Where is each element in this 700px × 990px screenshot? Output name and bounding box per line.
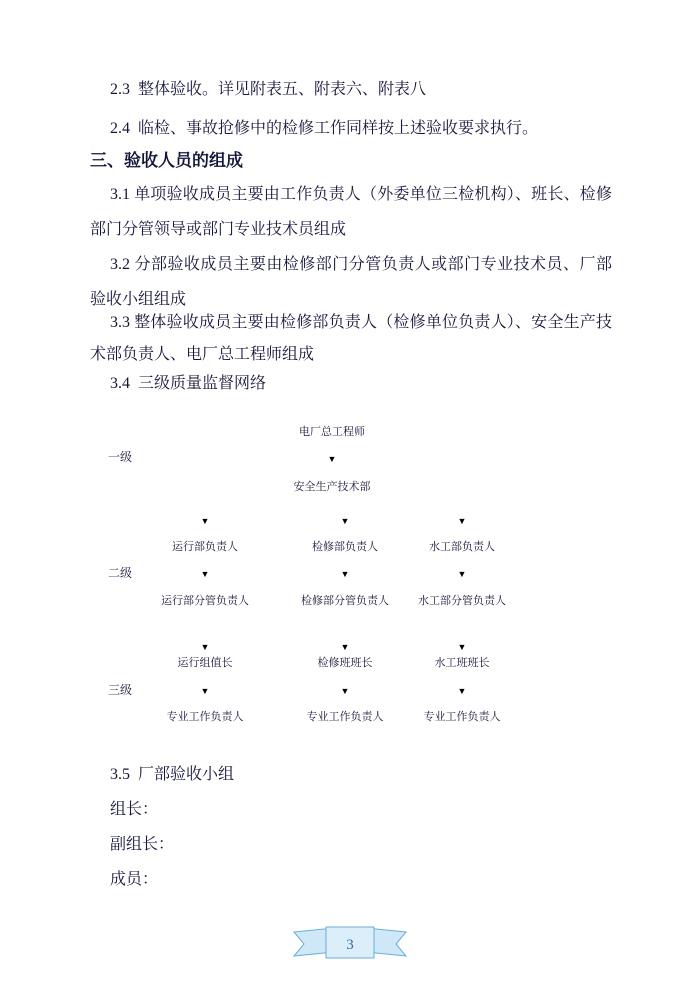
label-members: 成员： — [110, 871, 159, 888]
arrow-down-icon: ▼ — [200, 516, 210, 526]
arrow-down-icon: ▼ — [340, 686, 350, 696]
org-node: 水工部分管负责人 — [418, 595, 506, 607]
org-node: 检修部分管负责人 — [301, 595, 389, 607]
arrow-down-icon: ▼ — [457, 516, 467, 526]
org-node: 检修班班长 — [317, 657, 373, 669]
arrow-down-icon: ▼ — [200, 642, 210, 652]
label-deputy-leader: 副组长： — [110, 836, 175, 853]
page-number-ribbon — [290, 922, 410, 964]
paragraph-3-5: 3.5 厂部验收小组 — [110, 766, 235, 783]
arrow-down-icon: ▼ — [457, 569, 467, 579]
org-node: 专业工作负责人 — [166, 711, 244, 723]
level-label-2: 二级 — [108, 566, 133, 580]
org-node: 水工班班长 — [434, 657, 490, 669]
paragraph-3-3: 3.3 整体验收成员主要由检修部负责人（检修单位负责人）、安全生产技术部负责人、电厂总工程师组成 — [90, 314, 612, 363]
arrow-down-icon: ▼ — [457, 642, 467, 652]
org-node-chief-engineer: 电厂总工程师 — [299, 426, 365, 438]
label-leader: 组长： — [110, 801, 159, 818]
arrow-down-icon: ▼ — [340, 642, 350, 652]
arrow-down-icon: ▼ — [327, 454, 337, 464]
page-number: 3 — [346, 937, 354, 953]
org-node: 水工部负责人 — [429, 541, 495, 553]
arrow-down-icon: ▼ — [200, 686, 210, 696]
arrow-down-icon: ▼ — [340, 516, 350, 526]
org-node: 专业工作负责人 — [306, 711, 384, 723]
org-node: 运行部分管负责人 — [161, 595, 249, 607]
org-node: 专业工作负责人 — [423, 711, 501, 723]
org-node: 检修部负责人 — [312, 541, 378, 553]
org-node: 运行部负责人 — [172, 541, 238, 553]
level-label-3: 三级 — [108, 683, 133, 697]
org-node: 运行组值长 — [177, 657, 233, 669]
paragraph-2-4: 2.4 临检、事故抢修中的检修工作同样按上述验收要求执行。 — [110, 120, 539, 137]
level-label-1: 一级 — [108, 450, 133, 464]
paragraph-2-3: 2.3 整体验收。详见附表五、附表六、附表八 — [110, 81, 427, 98]
section-heading: 三、验收人员的组成 — [90, 151, 243, 170]
arrow-down-icon: ▼ — [340, 569, 350, 579]
paragraph-3-1: 3.1 单项验收成员主要由工作负责人（外委单位三检机构）、班长、检修部门分管领导或部门专业技术员组成 — [90, 186, 612, 238]
arrow-down-icon: ▼ — [200, 569, 210, 579]
paragraph-3-4: 3.4 三级质量监督网络 — [110, 375, 267, 392]
arrow-down-icon: ▼ — [457, 686, 467, 696]
paragraph-3-2: 3.2 分部验收成员主要由检修部门分管负责人或部门专业技术员、厂部验收小组组成 — [90, 256, 612, 308]
org-node-safety-dept: 安全生产技术部 — [293, 481, 371, 493]
